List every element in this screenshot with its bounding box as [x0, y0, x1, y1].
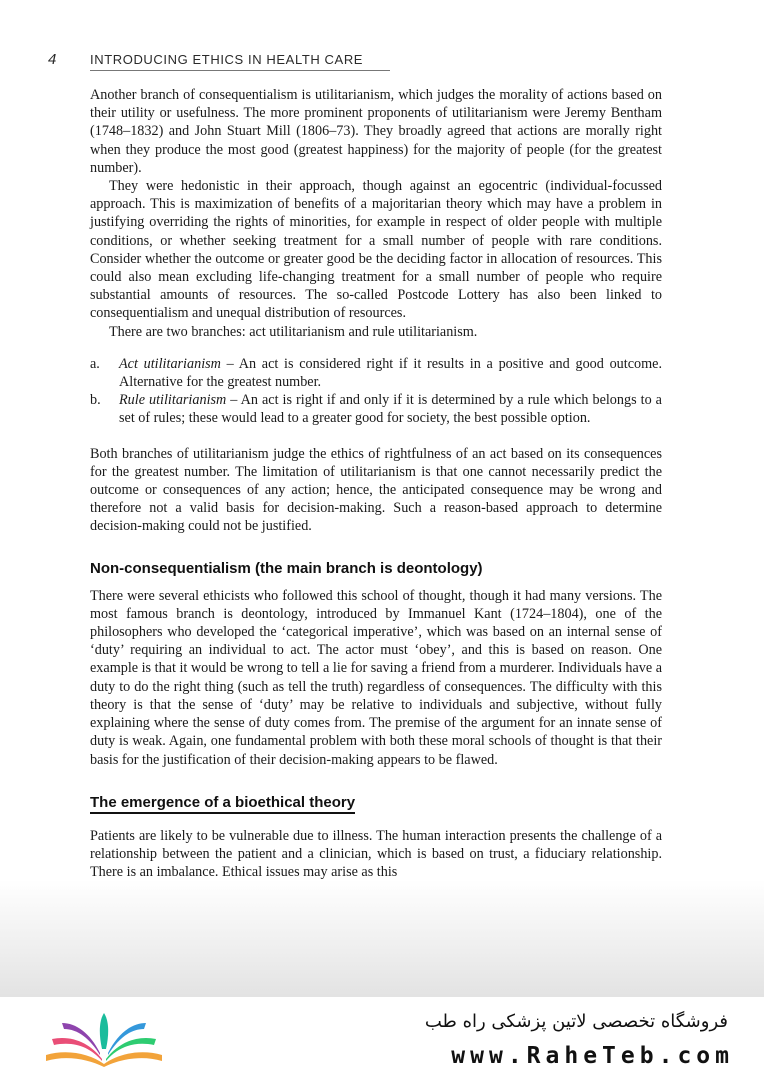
list-term: Rule utilitarianism — [119, 392, 227, 409]
open-book-logo-icon — [44, 1009, 164, 1069]
paragraph-two-branches: There are two branches: act utilitarianism and rule utilitarianism. — [109, 323, 478, 340]
paragraph-hedonistic: They were hedonistic in their approach, though against an egocentric (individual-focussed approach. This is maximization of benefits of a majoritarian theory which may have a problem in justifying overriding the rights of minorities, for example in respect of older people with multiple conditions, or whether seeking treatment for a small number of people with rare conditions. Consider whether the outcome or greater good be the deciding factor in allocation of resources. This could also mean excluding life-changing treatment for a small number of people who require substantial amounts of resources. The so-called Postcode Lottery has also been linked to consequentialism and unequal distribution of resources. — [90, 178, 662, 322]
list-term: Act utilitarianism — [119, 355, 221, 372]
section-heading-non-consequentialism: Non-consequentialism (the main branch is deontology) — [90, 559, 483, 577]
utilitarianism-branch-list — [90, 355, 662, 428]
list-text: – An act is right if and only if it is determined by a rule which belongs to a set of rules; these would lead to a greater good for society, the best possible option. — [119, 392, 662, 427]
page-number: 4 — [48, 51, 57, 68]
list-item — [90, 391, 662, 427]
paragraph-patients: Patients are likely to be vulnerable due to illness. The human interaction presents the challenge of a relationship between the patient and a clinician, which is based on trust, a fiduciary relationship. There is an imbalance. Ethical issues may arise as this — [90, 827, 662, 881]
heading-text: The emergence of a bioethical theory — [90, 794, 355, 814]
list-marker: b. — [90, 392, 101, 409]
store-url: www.RaheTeb.com — [451, 1043, 734, 1069]
watermark-footer — [0, 997, 764, 1080]
paragraph-deontology: There were several ethicists who followed this school of thought, though it had many versions. The most famous branch is deontology, introduced by Immanuel Kant (1724–1804), one of the philosophers who developed the ‘categorical imperative’, which was based on an internal sense of ‘duty’ requiring an individual to act. The actor must ‘obey’, and this is based on reason. One example is that it would be wrong to tell a lie for saving a friend from a murderer. Individuals have a duty to do the right thing (such as tell the truth) regardless of consequences. The difficulty with this theory is that the sense of ‘duty’ may be relative to individuals and subjective, without fully explaining where the sense of duty comes from. The premise of the argument for an innate sense of duty is weak. Again, one fundamental problem with both these moral schools of thought is that their basis for the justification of their decision-making appears to be flawed. — [90, 587, 662, 768]
paragraph-both-branches: Both branches of utilitarianism judge the ethics of rightfulness of an act based on its consequences for the greatest number. The limitation of utilitarianism is that one cannot necessarily predict the outcome or consequences of any action; hence, the anticipated consequence may be wrong and therefore not a valid basis for decision-making. Such a reason-based approach to determine decision-making could not be justified. — [90, 445, 662, 535]
section-heading-bioethical-theory — [90, 793, 662, 813]
paragraph-utilitarianism: Another branch of consequentialism is utilitarianism, which judges the morality of actions based on their utility or usefulness. The more prominent proponents of utilitarianism were Jeremy Bentham (1748–1832) and John Stuart Mill (1806–73). They broadly agreed that actions are morally right when they produce the most good (greatest happiness) for the majority of people (for the greatest number). — [90, 87, 662, 176]
list-item — [90, 355, 662, 391]
page-body — [90, 86, 662, 881]
running-head-title: INTRODUCING ETHICS IN HEALTH CARE — [90, 52, 364, 67]
list-marker: a. — [90, 355, 100, 372]
running-head-rule — [90, 70, 390, 71]
list-text: – An act is considered right if it results in a positive and good outcome. Alternative for the greatest number. — [119, 355, 662, 391]
store-name: فروشگاه تخصصی لاتین پزشکی راه طب — [424, 1011, 728, 1032]
